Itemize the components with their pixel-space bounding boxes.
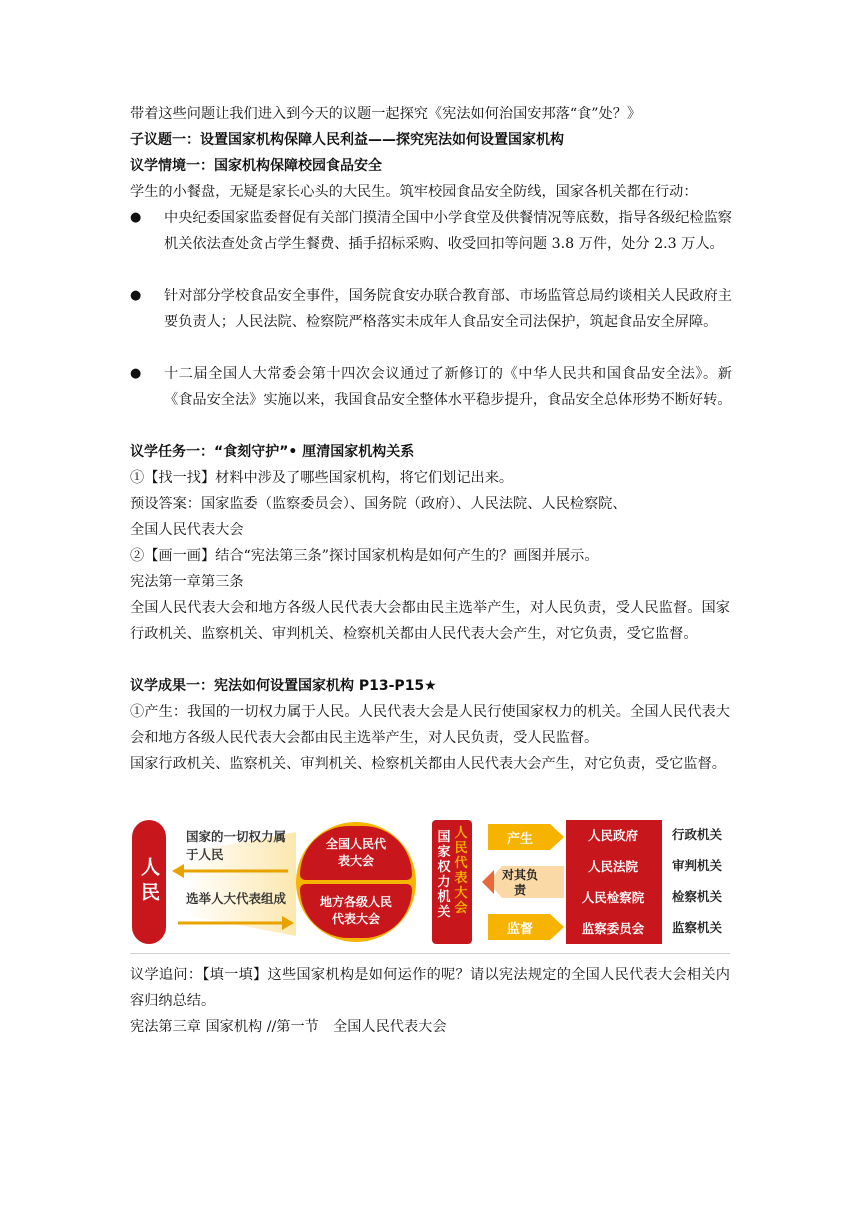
people-label: 人民 <box>138 857 160 907</box>
state-power-label: 国家权力机关 <box>437 830 451 920</box>
constitution-article: 宪法第一章第三条 <box>130 574 244 590</box>
organ-government: 人民政府 <box>566 822 660 848</box>
bullet-text: 中央纪委国家监委督促有关部门摸清全国中小学食堂及供餐情况等底数，指导各级纪检监察机关依法查处贪占学生餐费、插手招标采购、收受回扣等问题 3.8 万件，处分 2.3 万人。 <box>164 210 732 252</box>
national-congress: 全国人民代表大会 <box>300 826 412 880</box>
situation-heading: 议学情境一：国家机构保障校园食品安全 <box>130 158 382 174</box>
state-organs-diagram <box>130 816 732 948</box>
intro-line: 带着这些问题让我们进入到今天的议题一起探究《宪法如何治国安邦落“食”处？》 <box>130 106 642 122</box>
situation-intro: 学生的小餐盘，无疑是家长心头的大民生。筑牢校园食品安全防线，国家各机关都在行动： <box>130 184 698 200</box>
list-item <box>130 283 732 361</box>
follow-up-question: 议学追问：【填一填】这些国家机构是如何运作的呢？请以宪法规定的全国人民代表大会相关内容归纳总结。 <box>130 967 730 1009</box>
state-power-pillar <box>432 820 472 944</box>
produce-label: 产生 <box>506 831 533 847</box>
result-heading: 议学成果一：宪法如何设置国家机构 P13-P15★ <box>130 678 437 694</box>
type-administrative: 行政机关 <box>671 827 722 842</box>
task-heading: 议学任务一：“食刻守护”• 厘清国家机构关系 <box>130 444 415 460</box>
organ-procuratorate: 人民检察院 <box>566 884 660 910</box>
preset-answer-cont: 全国人民代表大会 <box>130 522 244 538</box>
task-draw: ②【画一画】结合“宪法第三条”探讨国家机构是如何产生的？画图并展示。 <box>130 548 599 564</box>
bullet-icon: ● <box>130 366 142 381</box>
bullet-icon: ● <box>130 210 142 225</box>
result-text: ①产生：我国的一切权力属于人民。人民代表大会是人民行使国家权力的机关。全国人民代表大会和地方各级人民代表大会都由民主选举产生，对人民负责，受人民监督。 <box>130 704 730 746</box>
supervise-label: 监督 <box>506 921 533 937</box>
responsible-label: 对其负责 <box>502 868 539 897</box>
sub-topic-heading: 子议题一：设置国家机构保障人民利益——探究宪法如何设置国家机构 <box>130 132 564 148</box>
list-item <box>130 361 732 439</box>
bullet-text: 针对部分学校食品安全事件，国务院食安办联合教育部、市场监管总局约谈相关人民政府主要负责人；人民法院、检察院严格落实未成年人食品安全司法保护，筑起食品安全屏障。 <box>164 288 732 330</box>
organ-court: 人民法院 <box>566 853 660 879</box>
congress-circle <box>296 822 416 942</box>
type-judicial: 审判机关 <box>671 858 722 873</box>
arrow-top-label: 国家的一切权力属于人民 <box>186 829 287 862</box>
bullet-icon: ● <box>130 288 142 303</box>
type-supervisory: 监察机关 <box>671 920 722 935</box>
people-box <box>132 820 166 944</box>
chapter-reference: 宪法第三章 国家机构 //第一节 全国人民代表大会 <box>130 1019 447 1035</box>
task-find: ①【找一找】材料中涉及了哪些国家机构，将它们划记出来。 <box>130 470 514 486</box>
list-item <box>130 205 732 283</box>
local-congress: 地方各级人民代表大会 <box>300 884 412 938</box>
arrow-bottom-label: 选举人大代表组成 <box>186 891 287 906</box>
type-procuratorial: 检察机关 <box>671 889 722 904</box>
result-text-2: 国家行政机关、监察机关、审判机关、检察机关都由人民代表大会产生，对它负责，受它监督。 <box>130 756 726 772</box>
divider <box>130 953 730 954</box>
preset-answer: 预设答案：国家监委（监察委员会）、国务院（政府）、人民法院、人民检察院、 <box>130 496 627 512</box>
organ-supervision: 监察委员会 <box>566 915 660 941</box>
bullet-text: 十二届全国人大常委会第十四次会议通过了新修订的《中华人民共和国食品安全法》。新《食品安全法》实施以来，我国食品安全整体水平稳步提升，食品安全总体形势不断好转。 <box>164 366 732 408</box>
congress-label: 人民代表大会 <box>454 826 468 916</box>
article-text: 全国人民代表大会和地方各级人民代表大会都由民主选举产生，对人民负责，受人民监督。国家行政机关、监察机关、审判机关、检察机关都由人民代表大会产生，对它负责，受它监督。 <box>130 600 730 642</box>
arrowhead-left-icon <box>172 864 184 878</box>
